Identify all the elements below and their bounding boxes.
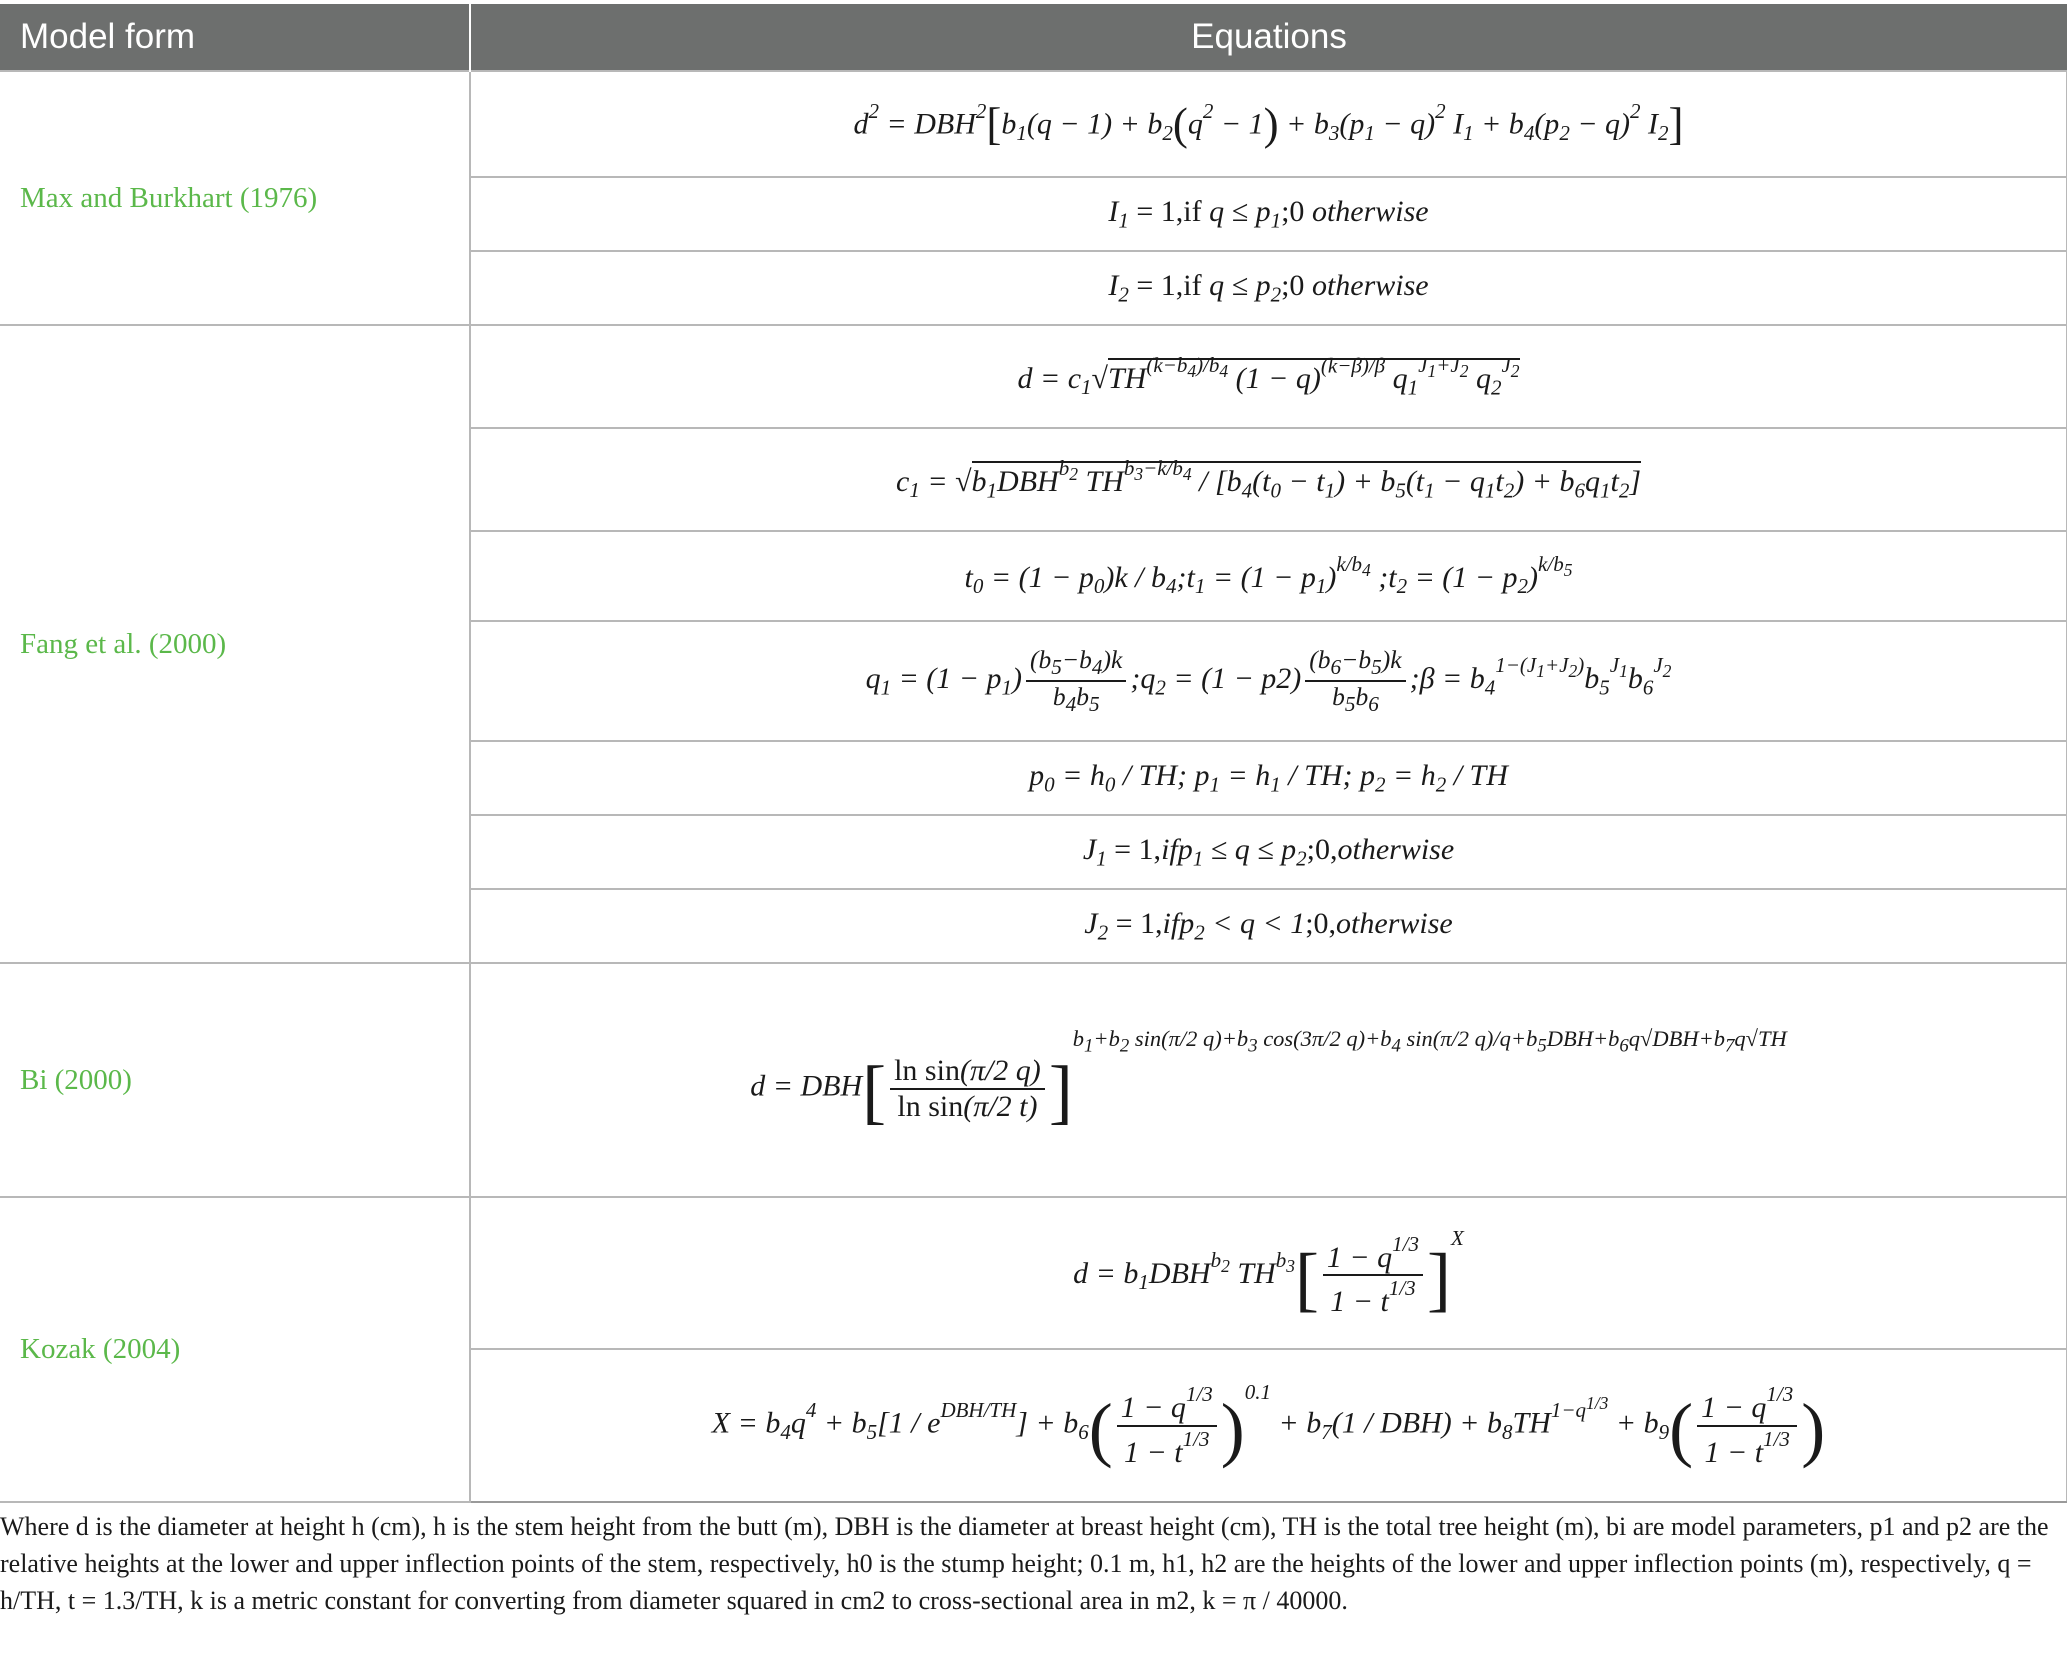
equation-max-burkhart-2: $I_1 = 1,if$ $q \le p_1;0$ otherwise bbox=[470, 177, 2067, 251]
table-header-row bbox=[0, 4, 2067, 71]
model-bi: Bi (2000) bbox=[0, 963, 470, 1197]
equation-fang-4: $q_1 = (1 - p_1)$ $\frac{(b_5-b_4)k}{b_4b_5}$ $;q_2 = (1 - p2)$ $\frac{(b_6-b_5)k}{b_5b_6}$ ;β = $b_4^{1-(J_1+J_2)}b_5^{J_1}b_6^{J_2}$ bbox=[470, 621, 2067, 741]
equation-bi: d = DBH[ $\frac{\text{ln sin(π/2 q)}}{\text{ln sin(π/2 t)}}$ ]$^{b_1+b_2 sin(\pi/2 q)+b_3 cos(3\pi/2 q)+b_4 sin(\pi/2 q)/q+b_5DBH+b_6q√DBH+b_7q√TH}$ bbox=[470, 963, 2067, 1197]
equation-fang-2: $c_1 = √b_1DBH^{b_2}$ $TH^{b_3-k/b_4} / [b_4(t_0 - t_1) + b_5(t_1 - q_1t_2) + b_6q_1t_2]$ bbox=[470, 428, 2067, 531]
model-kozak: Kozak (2004) bbox=[0, 1197, 470, 1502]
header-equations: Equations bbox=[470, 4, 2067, 71]
equation-max-burkhart-1: $d^2 = DBH^2[b_1(q - 1) + b_2(q^2 - 1) + b_3(p_1 - q)^2$ $I_1 + b_4(p_2 - q)^2$ $I_2$] bbox=[470, 71, 2067, 177]
table-row bbox=[0, 963, 2067, 1197]
header-model-form: Model form bbox=[0, 4, 470, 71]
equation-max-burkhart-3: $I_2 = 1,if$ $q \le p_2;0$ otherwise bbox=[470, 251, 2067, 325]
table-row bbox=[0, 325, 2067, 428]
model-equations-table bbox=[0, 4, 2067, 1503]
equation-fang-5: $p_0 = h_0$ / TH; $p_1 = h_1$ / TH; $p_2 = h_2$ / TH bbox=[470, 741, 2067, 815]
equation-fang-3: $t_0 = (1 - p_0)k$ / $b_4;t_1 = (1 - p_1)^{k/b_4}$ $;t_2 = (1 - p_2)^{k/b_5}$ bbox=[470, 531, 2067, 621]
table-row bbox=[0, 71, 2067, 177]
table-footnote: Where d is the diameter at height h (cm), h is the stem height from the butt (m), DBH is the diameter at breast height (cm), TH is the total tree height (m), bi are model parameters, p1 and p2 are the relative heights at the lower and upper inflection points of the stem, respectively, h0 is the stump height; 0.1 m, h1, h2 are the heights of the lower and upper inflection points (m), respectively, q = h/TH, t = 1.3/TH, k is a metric constant for converting from diameter squared in cm2 to cross-sectional area in m2, k = π / 40000. bbox=[0, 1512, 2049, 1615]
equation-kozak-2: $X = b_4q^4 + b_5[1 / e^{DBH/TH}] + b_6$( $\frac{1 - q^{1/3}}{1 - t^{1/3}}$ )$^{0.1} + b_7(1 / DBH) + b_8TH^{1-q^{1/3}} + b_9$( $\frac{1 - q^{1/3}}{1 - t^{1/3}}$ ) bbox=[470, 1349, 2067, 1502]
equation-kozak-1: $d = b_1DBH^{b_2}$ $TH^{b_3}$[ $\frac{1 - q^{1/3}}{1 - t^{1/3}}$ ]$^X$ bbox=[470, 1197, 2067, 1349]
equation-fang-7: $J_2 = 1,ifp_2 < q$ < 1;0,otherwise bbox=[470, 889, 2067, 963]
equation-fang-6: $J_1 = 1,ifp_1 \le q$ ≤ $p_2;0,otherwise$ bbox=[470, 815, 2067, 889]
table-row bbox=[0, 1197, 2067, 1349]
model-fang: Fang et al. (2000) bbox=[0, 325, 470, 963]
equation-fang-1: $d = c_1√TH^{(k-b_4)/b_4}$ $(1 - q)^{(k-\beta)/\beta}$ $q_1^{J_1+J_2}$ $q_2^{J_2}$ bbox=[470, 325, 2067, 428]
model-max-burkhart: Max and Burkhart (1976) bbox=[0, 71, 470, 325]
